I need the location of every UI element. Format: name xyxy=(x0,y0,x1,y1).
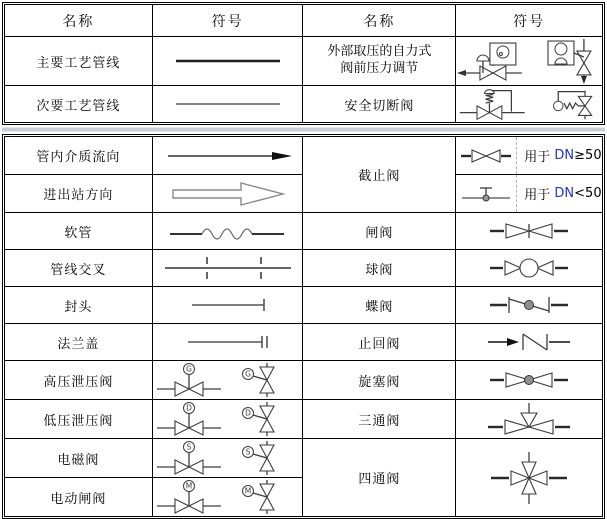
cap-symbol-cell xyxy=(152,287,303,324)
butterfly-valve-symbol-cell xyxy=(456,287,603,324)
table-separator xyxy=(2,127,605,132)
flange-cover-name: 法兰盖 xyxy=(5,324,153,361)
secondary-pipeline-symbol-cell xyxy=(152,86,303,123)
svg-text:G: G xyxy=(244,369,251,379)
flow-direction-arrow-symbol xyxy=(162,150,294,162)
low-pressure-relief-name: 低压泄压阀 xyxy=(5,400,153,439)
svg-text:S: S xyxy=(186,442,192,452)
svg-text:M: M xyxy=(244,486,251,496)
header-name-1: 名称 xyxy=(5,5,153,37)
table-row xyxy=(5,400,603,439)
globe-valve-large-cell xyxy=(456,137,603,175)
table-row xyxy=(5,37,603,86)
check-valve-symbol-cell xyxy=(456,324,603,361)
table-row xyxy=(5,213,603,250)
flange-cover-symbol-cell xyxy=(152,324,303,361)
high-pressure-relief-symbol xyxy=(153,361,303,399)
low-pressure-relief-symbol-cell xyxy=(152,400,303,439)
solenoid-valve-symbol-cell xyxy=(152,439,303,478)
plug-valve-symbol xyxy=(487,369,571,391)
safety-shutoff-horizontal-symbol xyxy=(456,87,529,121)
station-direction-name: 进出站方向 xyxy=(5,175,153,213)
self-operated-regulator-name: 外部取压的自力式 阀前压力调节 xyxy=(303,37,456,86)
high-pressure-relief-name: 高压泄压阀 xyxy=(5,361,153,400)
ball-valve-symbol xyxy=(487,256,571,280)
pipeline-cross-name: 管线交叉 xyxy=(5,250,153,287)
header-symbol-2: 符号 xyxy=(456,5,603,37)
svg-text:D: D xyxy=(244,408,251,418)
main-legend-table xyxy=(4,136,603,517)
table-row xyxy=(5,137,603,175)
top-legend-table xyxy=(4,4,603,123)
table-row xyxy=(5,250,603,287)
four-way-valve-symbol xyxy=(485,449,573,507)
pipeline-cross-symbol-cell xyxy=(152,250,303,287)
hose-name: 软管 xyxy=(5,213,153,250)
hose-symbol-cell xyxy=(152,213,303,250)
globe-valve-name: 截止阀 xyxy=(303,137,456,213)
safety-shutoff-valve-symbol-cell xyxy=(456,86,603,123)
gate-valve-symbol-cell xyxy=(456,213,603,250)
low-pressure-relief-symbol xyxy=(153,400,303,438)
header-name-2: 名称 xyxy=(303,5,456,37)
safety-shutoff-vertical-symbol xyxy=(543,86,602,122)
top-header-row xyxy=(5,5,603,37)
high-pressure-relief-symbol-cell xyxy=(152,361,303,400)
main-pipeline-symbol xyxy=(168,56,288,66)
table-row xyxy=(5,324,603,361)
check-valve-name: 止回阀 xyxy=(303,324,456,361)
main-pipeline-name: 主要工艺管线 xyxy=(5,37,153,86)
three-way-valve-symbol-cell xyxy=(456,400,603,439)
butterfly-valve-name: 蝶阀 xyxy=(303,287,456,324)
main-pipeline-symbol-cell xyxy=(152,37,303,86)
station-direction-symbol-cell xyxy=(152,175,303,213)
flange-cover-symbol xyxy=(176,333,280,351)
four-way-valve-name: 四通阀 xyxy=(303,439,456,517)
svg-text:M: M xyxy=(185,481,192,491)
motor-gate-valve-symbol-cell xyxy=(152,478,303,517)
self-operated-regulator-symbol-cell xyxy=(456,37,603,86)
secondary-pipeline-symbol xyxy=(168,99,288,109)
four-way-valve-symbol-cell xyxy=(456,439,603,517)
gate-valve-name: 闸阀 xyxy=(303,213,456,250)
three-way-valve-symbol xyxy=(485,401,573,437)
secondary-pipeline-name: 次要工艺管线 xyxy=(5,86,153,123)
globe-valve-small-cell xyxy=(456,175,603,213)
safety-shutoff-valve-name: 安全切断阀 xyxy=(303,86,456,123)
cap-name: 封头 xyxy=(5,287,153,324)
solenoid-valve-symbol xyxy=(153,439,303,477)
table-row xyxy=(5,86,603,123)
check-valve-symbol xyxy=(485,330,573,354)
plug-valve-symbol-cell xyxy=(456,361,603,400)
cap-symbol xyxy=(176,297,280,313)
usage-label-dn50down: 用于 DN <50 xyxy=(516,175,602,212)
flow-direction-name: 管内介质流向 xyxy=(5,137,153,175)
table-row xyxy=(5,287,603,324)
hose-symbol xyxy=(166,222,290,240)
main-legend-table-frame xyxy=(2,134,605,519)
regulator-vertical-symbol xyxy=(544,37,602,85)
flow-direction-symbol-cell xyxy=(152,137,303,175)
svg-text:S: S xyxy=(245,447,251,457)
usage-label-dn50up: 用于 DN ≥50 xyxy=(516,137,602,174)
butterfly-valve-symbol xyxy=(487,293,571,317)
solenoid-valve-name: 电磁阀 xyxy=(5,439,153,478)
ball-valve-symbol-cell xyxy=(456,250,603,287)
svg-text:G: G xyxy=(185,364,192,374)
header-symbol-1: 符号 xyxy=(152,5,303,37)
regulator-horizontal-symbol xyxy=(456,40,530,82)
ball-valve-name: 球阀 xyxy=(303,250,456,287)
svg-text:D: D xyxy=(185,403,192,413)
motor-gate-valve-symbol xyxy=(153,478,303,516)
pipeline-cross-symbol xyxy=(161,254,295,282)
plug-valve-name: 旋塞阀 xyxy=(303,361,456,400)
three-way-valve-name: 三通阀 xyxy=(303,400,456,439)
globe-valve-dn50down-symbol xyxy=(458,183,514,205)
motor-gate-valve-name: 电动闸阀 xyxy=(5,478,153,517)
top-legend-table-frame xyxy=(2,2,605,125)
table-row xyxy=(5,439,603,478)
gate-valve-symbol xyxy=(487,220,571,242)
station-direction-arrow-symbol xyxy=(169,180,287,208)
globe-valve-dn50up-symbol xyxy=(458,146,514,166)
table-row xyxy=(5,361,603,400)
